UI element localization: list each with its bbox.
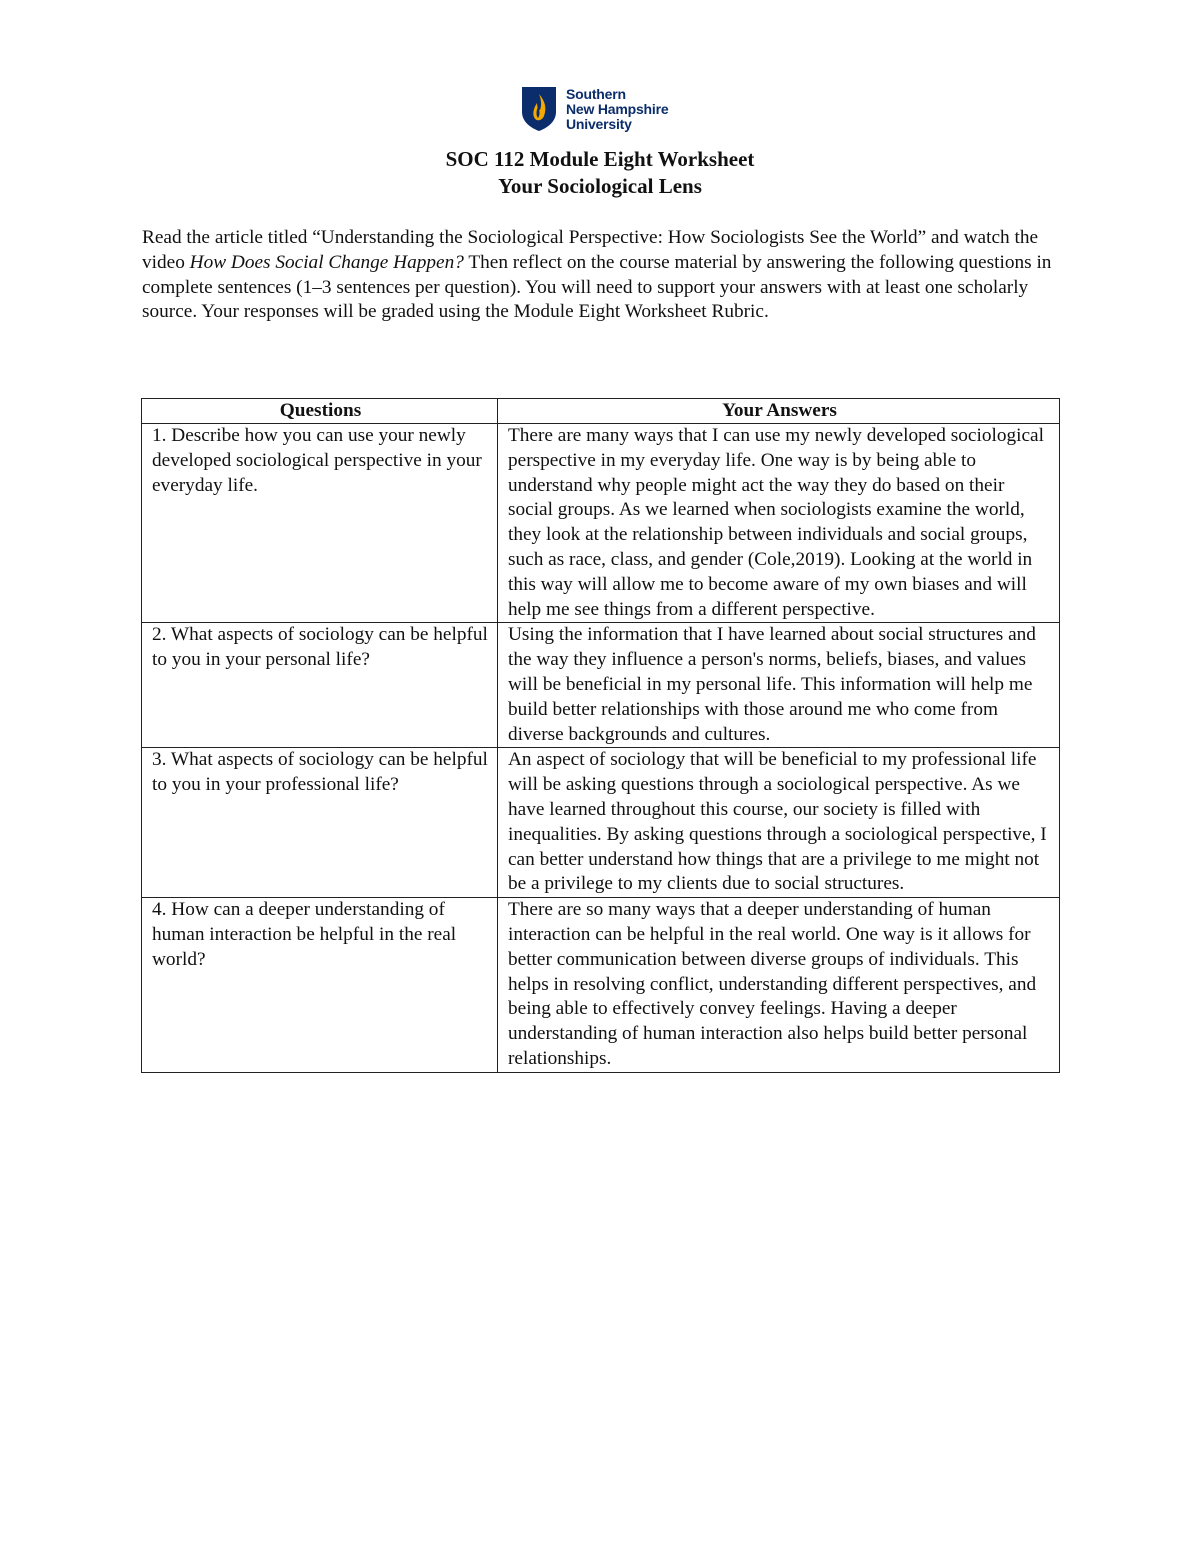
instructions-paragraph [142, 226, 1072, 325]
worksheet-table [141, 398, 1060, 1073]
table-row [142, 898, 1060, 1073]
answer-cell: Using the information that I have learned about social structures and the way they influence a person's norms, beliefs, biases, and values will be beneficial in my personal life. This information will help me build better relationships with those around me who come from diverse backgrounds and cultures. [498, 623, 1060, 748]
page-subtitle: Your Sociological Lens [498, 174, 702, 198]
logo-line-1: Southern [566, 85, 626, 102]
answer-cell: An aspect of sociology that will be beneficial to my professional life will be asking questions through a sociological perspective. As we have learned throughout this course, our society is filled with inequalities. By asking questions through a sociological perspective, I can better understand how things that are a privilege to me might not be a privilege to my clients due to social structures. [498, 748, 1060, 898]
intro-text-1: Read the article titled “Understanding the Sociological Perspective: How Sociologists See the World” and watch the video [142, 227, 1039, 273]
intro-text-2: Then reflect on the course material by answering the following questions in complete sentences (1–3 sentences per question). You will need to support your answers with at least one scholarly source. Your responses will be graded using the Module Eight Worksheet Rubric. [142, 251, 1052, 323]
page-title: SOC 112 Module Eight Worksheet [445, 147, 755, 171]
question-cell: 3. What aspects of sociology can be helpful to you in your professional life? [142, 748, 498, 898]
answer-cell: There are so many ways that a deeper understanding of human interaction can be helpful in the real world. One way is it allows for better communication between diverse groups of individuals. This helps in resolving conflict, understanding different perspectives, and being able to effectively convey feelings. Having a deeper understanding of human interaction also helps build better personal relationships. [498, 898, 1060, 1073]
table-header-row [142, 399, 1060, 424]
table-row [142, 748, 1060, 898]
question-cell: 1. Describe how you can use your newly developed sociological perspective in your everyday life. [142, 424, 498, 623]
answer-cell: There are many ways that I can use my newly developed sociological perspective in my everyday life. One way is by being able to understand why people might act the way they do based on their social groups. As we learned when sociologists examine the world, they look at the relationship between individuals and social groups, such as race, class, and gender (Cole,2019). Looking at the world in this way will allow me to become aware of my own biases and will help me see things from a different perspective. [498, 424, 1060, 623]
logo-line-3: University [566, 115, 632, 132]
table-row [142, 623, 1060, 748]
logo-wordmark [566, 87, 668, 132]
logo-line-2: New Hampshire [566, 100, 669, 117]
shield-flame-icon [521, 86, 557, 132]
table-row [142, 424, 1060, 623]
snhu-logo [521, 84, 691, 134]
header-questions: Questions [142, 399, 498, 424]
header-answers: Your Answers [498, 399, 1060, 424]
question-cell: 2. What aspects of sociology can be helpful to you in your personal life? [142, 623, 498, 748]
video-title: How Does Social Change Happen? [189, 251, 464, 273]
question-cell: 4. How can a deeper understanding of human interaction be helpful in the real world? [142, 898, 498, 1073]
